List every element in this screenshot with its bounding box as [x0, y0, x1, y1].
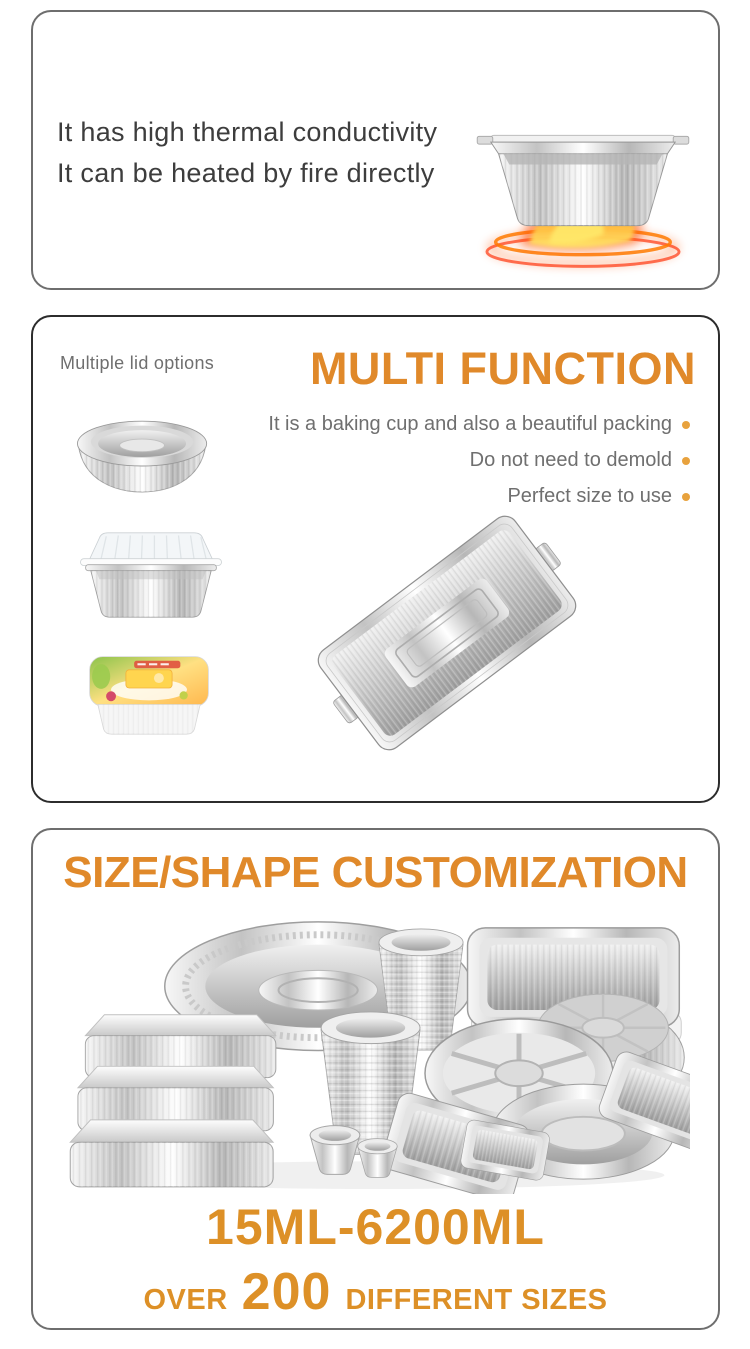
foil-container-printed-lid-image — [83, 651, 215, 739]
bullet-dot-icon — [682, 493, 690, 501]
foil-tray-over-fire-image — [452, 82, 714, 278]
over-prefix: OVER — [143, 1284, 228, 1316]
capacity-range-text: 15ML-6200ML — [206, 1199, 545, 1255]
over-number: 200 — [241, 1263, 332, 1321]
section-thermal-conductivity — [31, 10, 720, 290]
bullet-text: Do not need to demold — [469, 449, 672, 471]
bullet-text: It is a baking cup and also a beautiful packing — [268, 413, 672, 435]
section-size-shape-customization — [31, 828, 720, 1330]
over-suffix: DIFFERENT SIZES — [345, 1284, 608, 1316]
thermal-line-2: It can be heated by fire directly — [57, 157, 435, 188]
bullet-item — [268, 413, 690, 436]
bullet-dot-icon — [682, 421, 690, 429]
large-rect-foil-tray-image — [309, 507, 585, 759]
multi-function-title: MULTI FUNCTION — [309, 343, 697, 394]
section-multi-function — [31, 315, 720, 803]
bullet-text: Perfect size to use — [507, 485, 672, 507]
bullet-item — [268, 449, 690, 472]
thermal-text — [57, 112, 437, 193]
multi-function-bullets — [268, 413, 690, 521]
bullet-item — [268, 485, 690, 508]
bullet-dot-icon — [682, 457, 690, 465]
size-shape-title: SIZE/SHAPE CUSTOMIZATION — [63, 848, 688, 897]
sizes-count-line — [33, 1262, 718, 1322]
thermal-line-1: It has high thermal conductivity — [57, 117, 438, 147]
round-foil-bowl-image — [64, 405, 221, 501]
rect-foil-container-clear-lid-image — [65, 527, 237, 623]
multiple-lid-options-label: Multiple lid options — [60, 353, 215, 373]
assorted-foil-containers-image — [65, 912, 690, 1194]
